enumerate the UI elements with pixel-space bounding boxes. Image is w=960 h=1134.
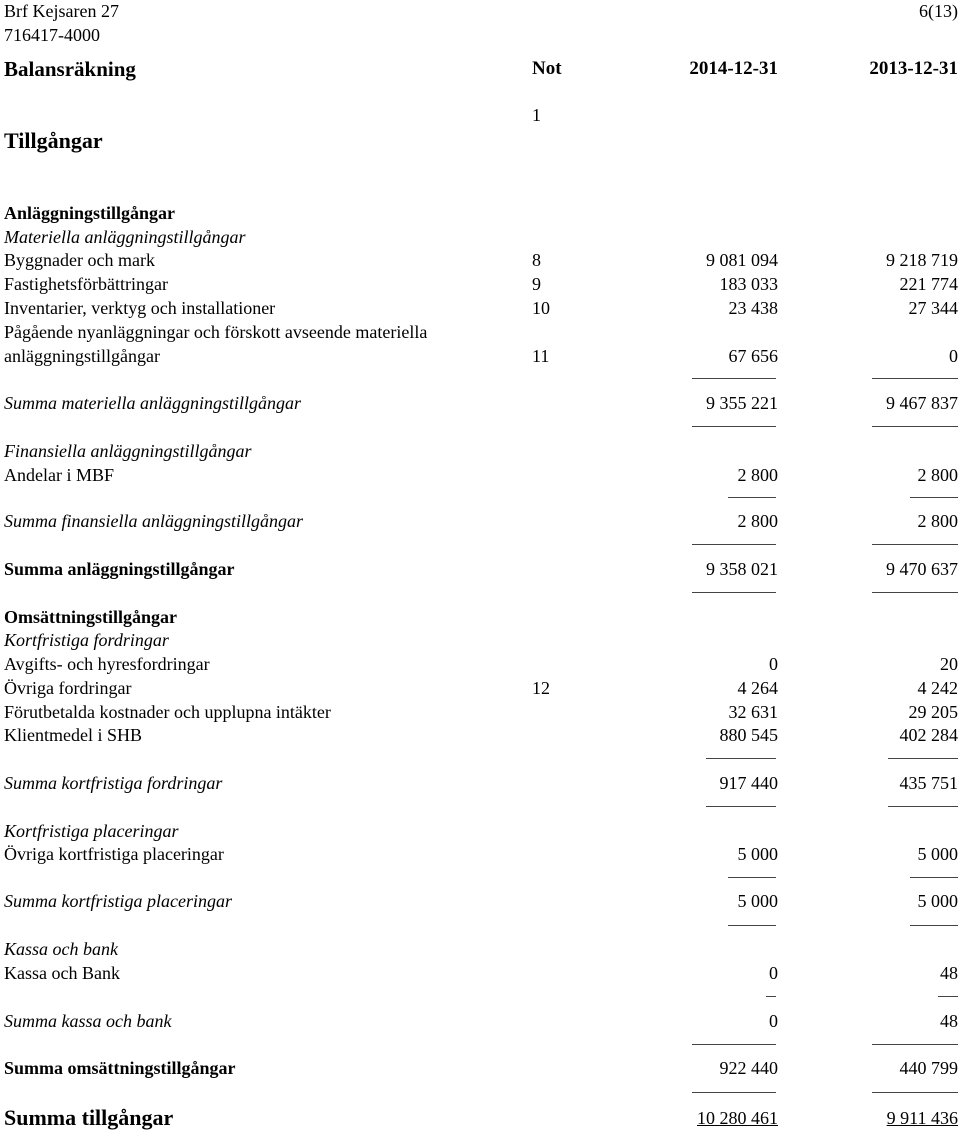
divider [692, 1044, 776, 1045]
divider [910, 497, 958, 498]
heading-omsattningstillgangar: Omsättningstillgångar [4, 607, 178, 627]
col-note-header: Not [532, 58, 562, 79]
heading-anlaggningstillgangar: Anläggningstillgångar [4, 203, 176, 223]
col-2014-header: 2014-12-31 [689, 58, 778, 79]
divider [888, 806, 958, 807]
divider [910, 877, 958, 878]
table-row: Klientmedel i SHB 880 545 402 284 [4, 725, 958, 745]
subtotal-row: Summa materiella anläggningstillgångar 9 355 221 9 467 837 [4, 393, 958, 413]
table-row: Fastighetsförbättringar 9 183 033 221 774 [4, 274, 958, 294]
note-1: 1 [532, 105, 541, 125]
table-row: Byggnader och mark 8 9 081 094 9 218 719 [4, 250, 958, 270]
divider [728, 877, 776, 878]
table-row: Inventarier, verktyg och installationer 10 23 438 27 344 [4, 298, 958, 318]
page-title: Balansräkning [4, 57, 136, 81]
divider [728, 925, 776, 926]
divider [872, 1044, 958, 1045]
table-row: Kassa och Bank 0 48 [4, 963, 958, 983]
section-title-row [4, 128, 958, 154]
org-name-row [4, 0, 958, 22]
divider [872, 378, 958, 379]
divider [910, 925, 958, 926]
section-title: Tillgångar [4, 128, 103, 153]
grand-total-row [4, 1105, 958, 1131]
table-row: Övriga fordringar 12 4 264 4 242 [4, 678, 958, 698]
subheading-kortfristiga-placeringar: Kortfristiga placeringar [4, 821, 179, 841]
table-row: Pågående nyanläggningar och förskott avseende materiella [4, 322, 428, 342]
title-row [4, 56, 958, 82]
page-number: 6(13) [919, 1, 958, 21]
subtotal-row: Summa kortfristiga fordringar 917 440 435 751 [4, 773, 958, 793]
divider [728, 497, 776, 498]
divider [766, 996, 776, 997]
divider [692, 544, 776, 545]
grand-total-2013: 9 911 436 [886, 1108, 958, 1128]
note-1-row [4, 104, 958, 126]
divider [692, 426, 776, 427]
grand-total-2014: 10 280 461 [697, 1108, 778, 1128]
divider [872, 1092, 958, 1093]
table-row: Andelar i MBF 2 800 2 800 [4, 465, 958, 485]
total-row: Summa omsättningstillgångar 922 440 440 799 [4, 1058, 958, 1078]
subheading-finansiella: Finansiella anläggningstillgångar [4, 441, 252, 461]
org-number-row [4, 24, 958, 46]
divider [938, 996, 958, 997]
table-row: Övriga kortfristiga placeringar 5 000 5 000 [4, 844, 958, 864]
subtotal-row: Summa kassa och bank 0 48 [4, 1011, 958, 1031]
divider [872, 544, 958, 545]
divider [872, 592, 958, 593]
divider [692, 592, 776, 593]
table-row: Förutbetalda kostnader och upplupna intäkter 32 631 29 205 [4, 702, 958, 722]
org-number: 716417-4000 [4, 25, 100, 45]
col-2013-header: 2013-12-31 [869, 58, 958, 79]
grand-total-label: Summa tillgångar [4, 1105, 174, 1130]
total-row: Summa anläggningstillgångar 9 358 021 9 470 637 [4, 559, 958, 579]
table-row: anläggningstillgångar 11 67 656 0 [4, 346, 958, 366]
subtotal-row: Summa finansiella anläggningstillgångar 2 800 2 800 [4, 511, 958, 531]
divider [872, 426, 958, 427]
divider [692, 378, 776, 379]
divider [706, 806, 776, 807]
table-row: Avgifts- och hyresfordringar 0 20 [4, 654, 958, 674]
subheading-materiella: Materiella anläggningstillgångar [4, 227, 246, 247]
divider [706, 758, 776, 759]
divider [888, 758, 958, 759]
subheading-kassa: Kassa och bank [4, 939, 118, 959]
subheading-kortfristiga-fordringar: Kortfristiga fordringar [4, 630, 169, 650]
divider [692, 1092, 776, 1093]
subtotal-row: Summa kortfristiga placeringar 5 000 5 000 [4, 891, 958, 911]
org-name: Brf Kejsaren 27 [4, 1, 119, 21]
